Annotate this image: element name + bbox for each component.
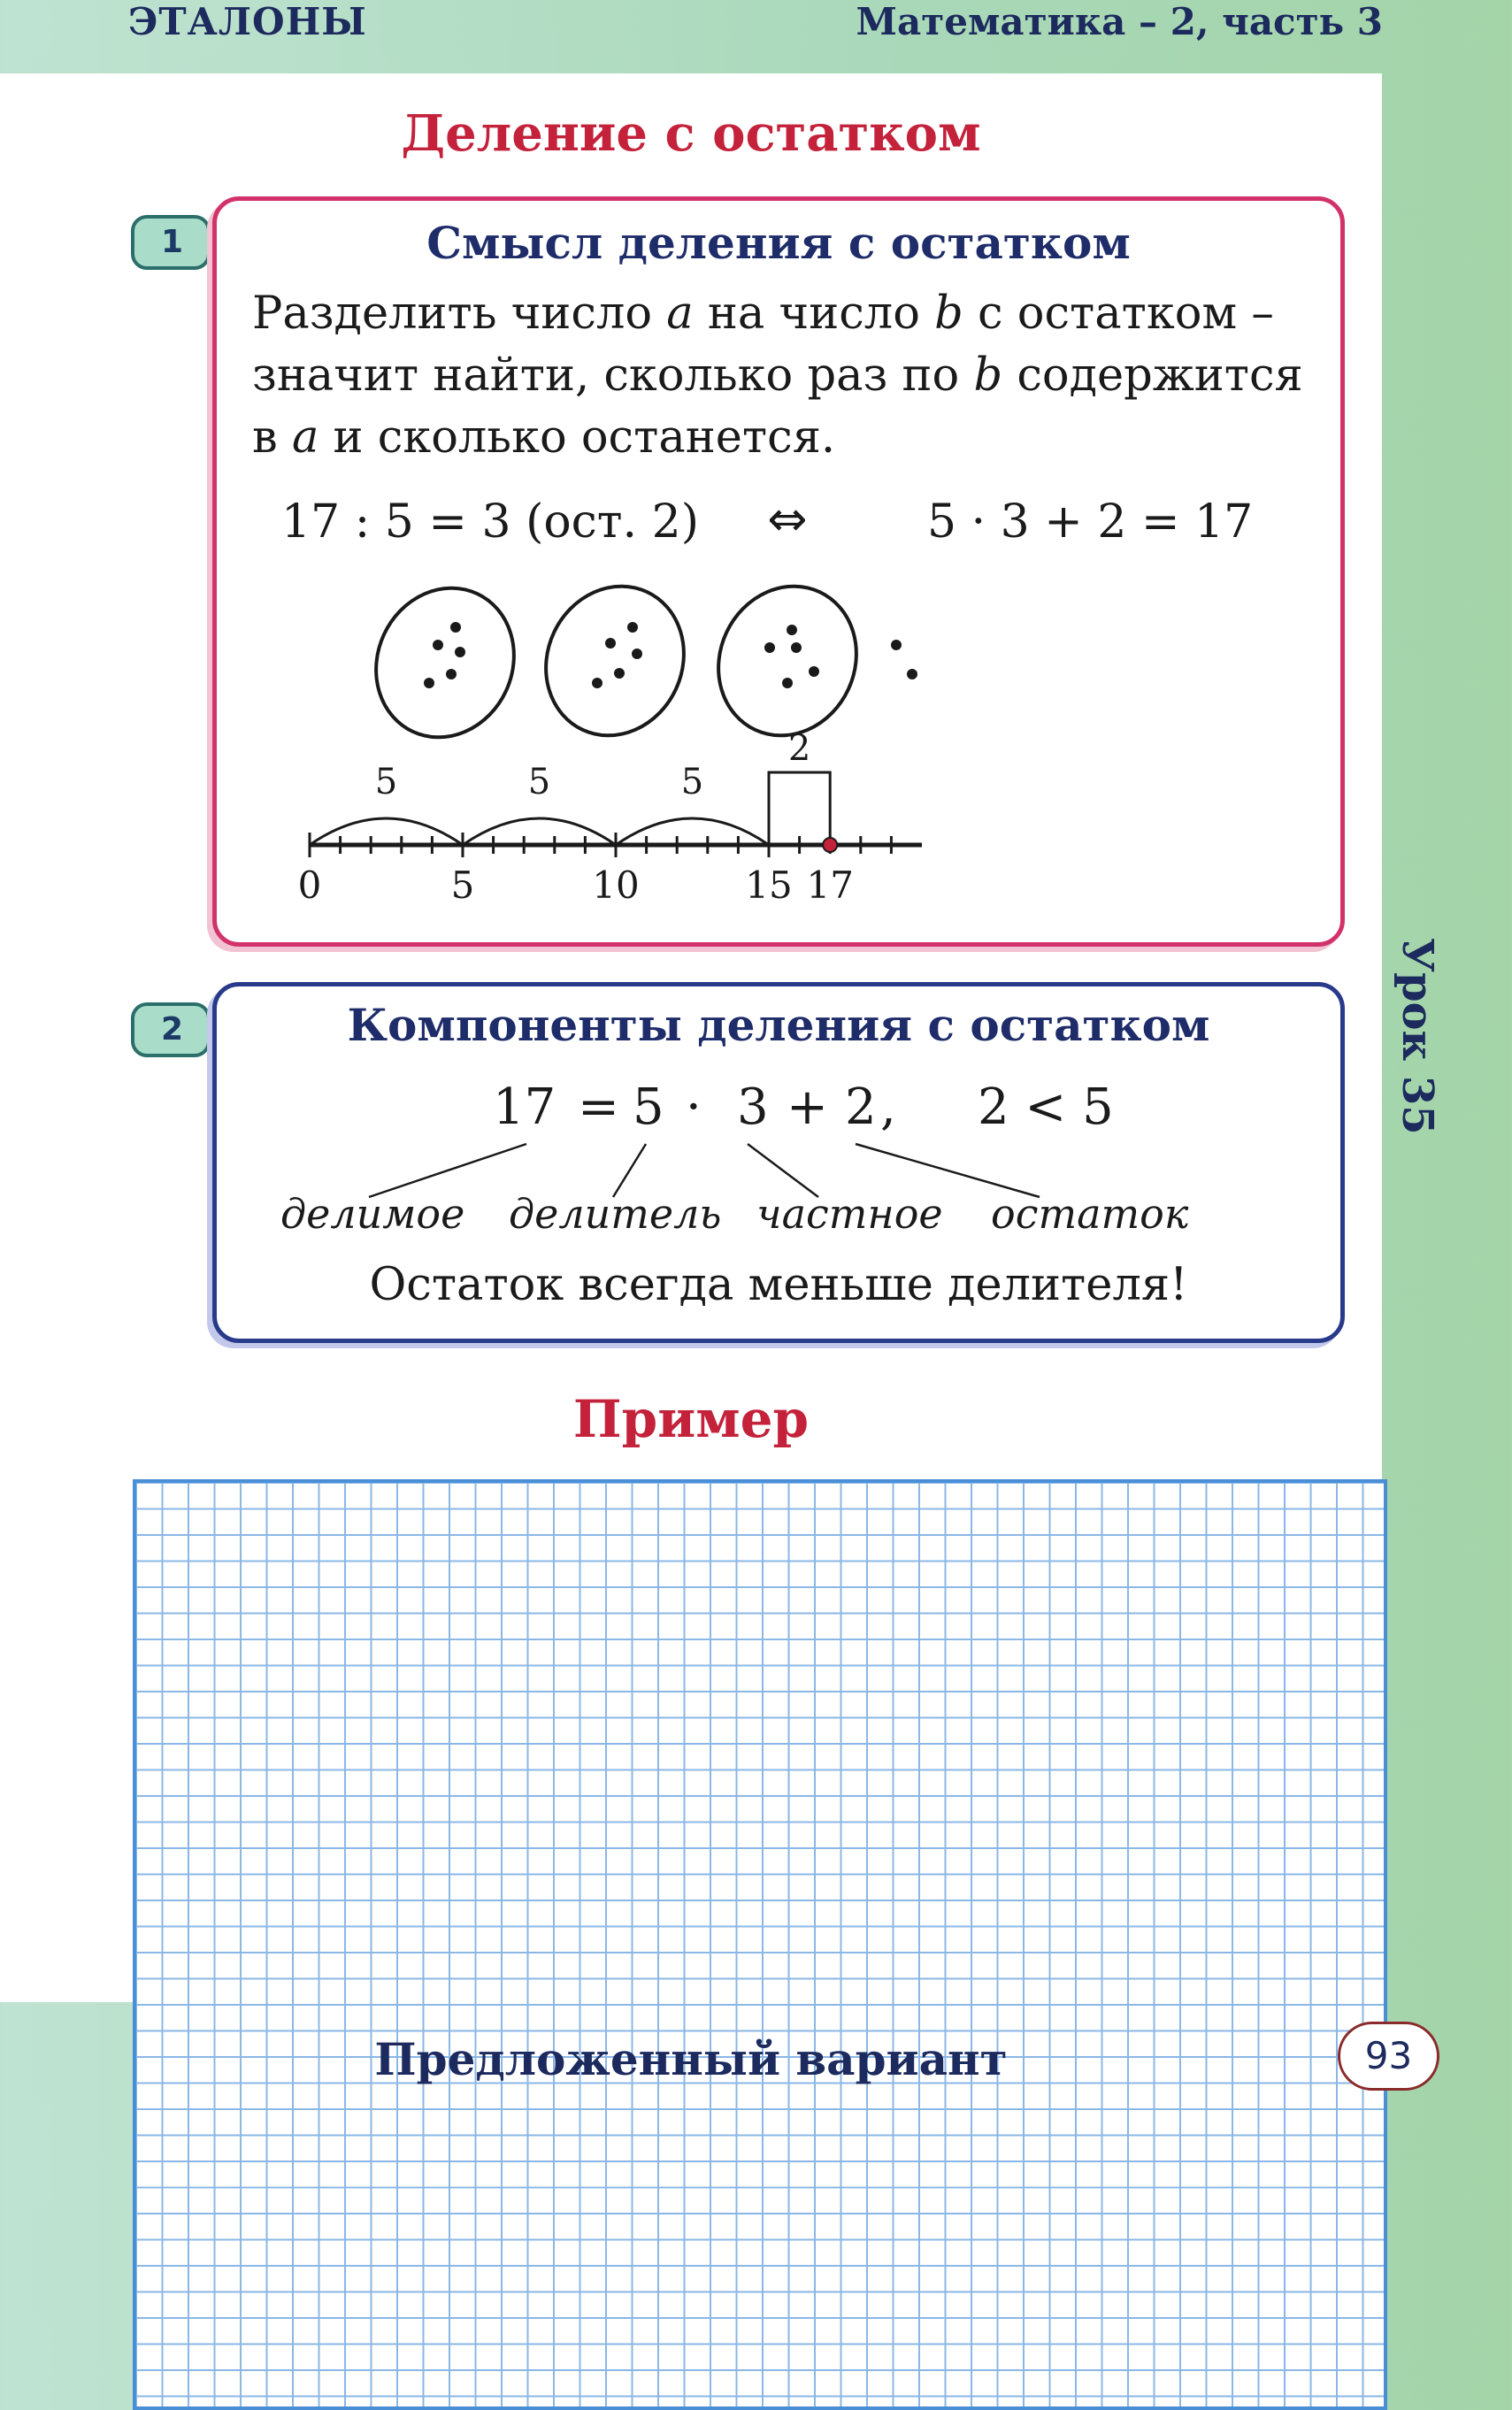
footer-caption: Предложенный вариант <box>374 2033 1008 2085</box>
section-1-title: Смысл деления с остатком <box>426 217 1131 269</box>
arc-label: 5 <box>680 762 704 802</box>
tick-label: 17 <box>806 863 854 907</box>
dot-group-2 <box>522 564 708 758</box>
formula-plus: + <box>787 1078 828 1136</box>
section-2-box <box>212 982 1345 1343</box>
formula-equals: = <box>578 1078 619 1136</box>
point-17 <box>823 838 837 852</box>
equivalence-icon: ⇔ <box>767 491 808 547</box>
label-remainder: остаток <box>991 1190 1189 1238</box>
section-1-box <box>212 196 1345 947</box>
label-dividend: делимое <box>280 1190 465 1238</box>
number-line-arc <box>463 818 616 845</box>
remainder-dots <box>891 640 917 679</box>
page-title: Деление с остатком <box>401 104 981 163</box>
number-line-arc <box>616 818 769 845</box>
arc-label: 5 <box>374 762 398 802</box>
remainder-box <box>769 772 830 845</box>
arc-label: 5 <box>527 762 551 802</box>
definition-line-2: значит найти, сколько раз по b содержится <box>252 349 1303 402</box>
definition-line-3: в a и сколько останется. <box>252 411 836 464</box>
section-2-tab: 2 <box>131 1002 211 1057</box>
variable-b: b <box>934 288 963 340</box>
label-quotient: частное <box>756 1190 943 1238</box>
section-1-illustration <box>217 201 1340 942</box>
section-1-tab: 1 <box>131 215 211 270</box>
formula-comma: , <box>880 1078 896 1136</box>
formula-divisor: 5 <box>633 1078 664 1136</box>
lesson-side-label: Урок 35 <box>1393 938 1442 1135</box>
variable-a: a <box>291 411 319 464</box>
equation-left: 17 : 5 = 3 (ост. 2) <box>281 495 699 549</box>
equation-right: 5 · 3 + 2 = 17 <box>927 495 1254 549</box>
number-line-arc <box>310 818 463 845</box>
tick-label: 0 <box>297 863 322 907</box>
tick-label: 10 <box>592 863 640 907</box>
header-left: ЭТАЛОНЫ <box>128 0 367 43</box>
remainder-rule: Остаток всегда меньше делителя! <box>369 1259 1188 1311</box>
number-line <box>298 728 922 907</box>
dot-group-1 <box>352 565 538 760</box>
formula-dot: · <box>686 1078 702 1136</box>
remainder-label: 2 <box>787 728 811 769</box>
formula-dividend: 17 <box>493 1078 556 1136</box>
formula-inequality: 2 < 5 <box>978 1078 1114 1136</box>
definition-line-1: Разделить число a на число b с остатком – <box>252 288 1274 340</box>
graph-paper-grid[interactable] <box>133 1479 1387 2410</box>
tick-label: 15 <box>745 863 793 907</box>
section-2-title: Компоненты деления с остатком <box>347 999 1210 1051</box>
header-right: Математика – 2, часть 3 <box>856 0 1383 43</box>
variable-b: b <box>973 349 1003 402</box>
formula-quotient: 3 <box>737 1078 769 1136</box>
tick-label: 5 <box>450 863 475 907</box>
example-title: Пример <box>572 1389 810 1449</box>
formula-remainder: 2 <box>845 1078 877 1136</box>
page-number: 93 <box>1338 2022 1439 2091</box>
label-divisor: делитель <box>509 1190 722 1238</box>
variable-a: a <box>666 288 694 340</box>
